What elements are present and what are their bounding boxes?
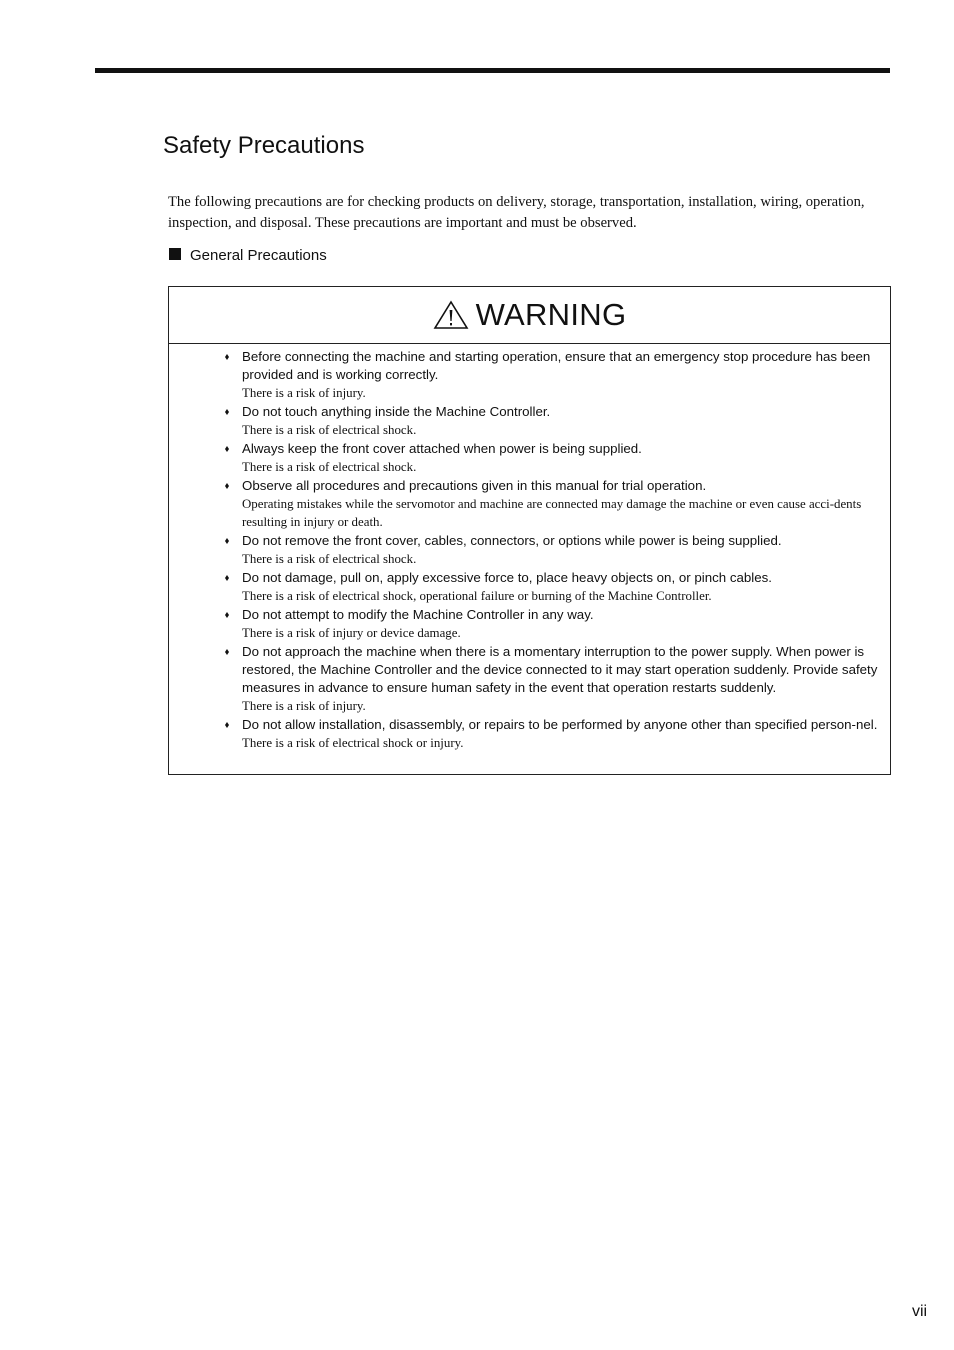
square-bullet-icon bbox=[169, 248, 181, 260]
diamond-bullet-icon bbox=[225, 649, 229, 655]
list-item bbox=[224, 348, 884, 402]
subsection-heading bbox=[169, 247, 327, 264]
warning-header bbox=[169, 287, 890, 344]
top-rule bbox=[95, 68, 890, 73]
item-note: Operating mistakes while the servomotor and machine are connected may damage the machine or even cause acci-dents resulting in injury or death. bbox=[242, 497, 862, 529]
item-text: Do not remove the front cover, cables, connectors, or options while power is being supplied. bbox=[242, 533, 782, 548]
diamond-bullet-icon bbox=[225, 722, 229, 728]
item-note: There is a risk of electrical shock. bbox=[242, 460, 417, 474]
item-note: There is a risk of electrical shock. bbox=[242, 552, 417, 566]
page-title: Safety Precautions bbox=[163, 132, 365, 159]
item-text: Do not approach the machine when there is a momentary interruption to the power supply. When power is restored, the Machine Controller and the device connected to it may start operation suddenly. Provide safety measures in advance to ensure human safety in the event that operation restarts suddenly. bbox=[242, 644, 878, 695]
page-number: vii bbox=[912, 1303, 928, 1320]
list-item bbox=[224, 403, 884, 439]
list-item bbox=[224, 606, 884, 642]
item-text: Always keep the front cover attached when power is being supplied. bbox=[242, 441, 642, 456]
warning-triangle-icon bbox=[433, 300, 469, 330]
item-text: Do not attempt to modify the Machine Controller in any way. bbox=[242, 607, 594, 622]
diamond-bullet-icon bbox=[225, 446, 229, 452]
list-item bbox=[224, 643, 884, 715]
item-note: There is a risk of injury or device damage. bbox=[242, 626, 461, 640]
item-note: There is a risk of electrical shock, operational failure or burning of the Machine Controller. bbox=[242, 589, 712, 603]
item-note: There is a risk of injury. bbox=[242, 386, 366, 400]
item-note: There is a risk of electrical shock. bbox=[242, 423, 417, 437]
diamond-bullet-icon bbox=[225, 354, 229, 360]
item-note: There is a risk of electrical shock or injury. bbox=[242, 736, 464, 750]
item-text: Do not touch anything inside the Machine Controller. bbox=[242, 404, 551, 419]
item-text: Do not damage, pull on, apply excessive force to, place heavy objects on, or pinch cables. bbox=[242, 570, 772, 585]
subsection-title: General Precautions bbox=[190, 247, 327, 264]
list-item bbox=[224, 716, 884, 752]
item-note: There is a risk of injury. bbox=[242, 699, 366, 713]
diamond-bullet-icon bbox=[225, 575, 229, 581]
diamond-bullet-icon bbox=[225, 483, 229, 489]
item-text: Observe all procedures and precautions given in this manual for trial operation. bbox=[242, 478, 707, 493]
list-item bbox=[224, 477, 884, 531]
warning-list bbox=[224, 348, 884, 753]
diamond-bullet-icon bbox=[225, 409, 229, 415]
diamond-bullet-icon bbox=[225, 612, 229, 618]
item-text: Before connecting the machine and starting operation, ensure that an emergency stop procedure has been provided and is working correctly. bbox=[242, 349, 871, 382]
list-item bbox=[224, 440, 884, 476]
item-text: Do not allow installation, disassembly, or repairs to be performed by anyone other than specified person-nel. bbox=[242, 717, 878, 732]
diamond-bullet-icon bbox=[225, 538, 229, 544]
intro-paragraph: The following precautions are for checking products on delivery, storage, transportation, installation, wiring, operation, inspection, and disposal. These precautions are important and must be observed. bbox=[168, 194, 865, 231]
warning-label: WARNING bbox=[475, 297, 627, 332]
list-item bbox=[224, 569, 884, 605]
warning-box bbox=[168, 286, 891, 775]
list-item bbox=[224, 532, 884, 568]
